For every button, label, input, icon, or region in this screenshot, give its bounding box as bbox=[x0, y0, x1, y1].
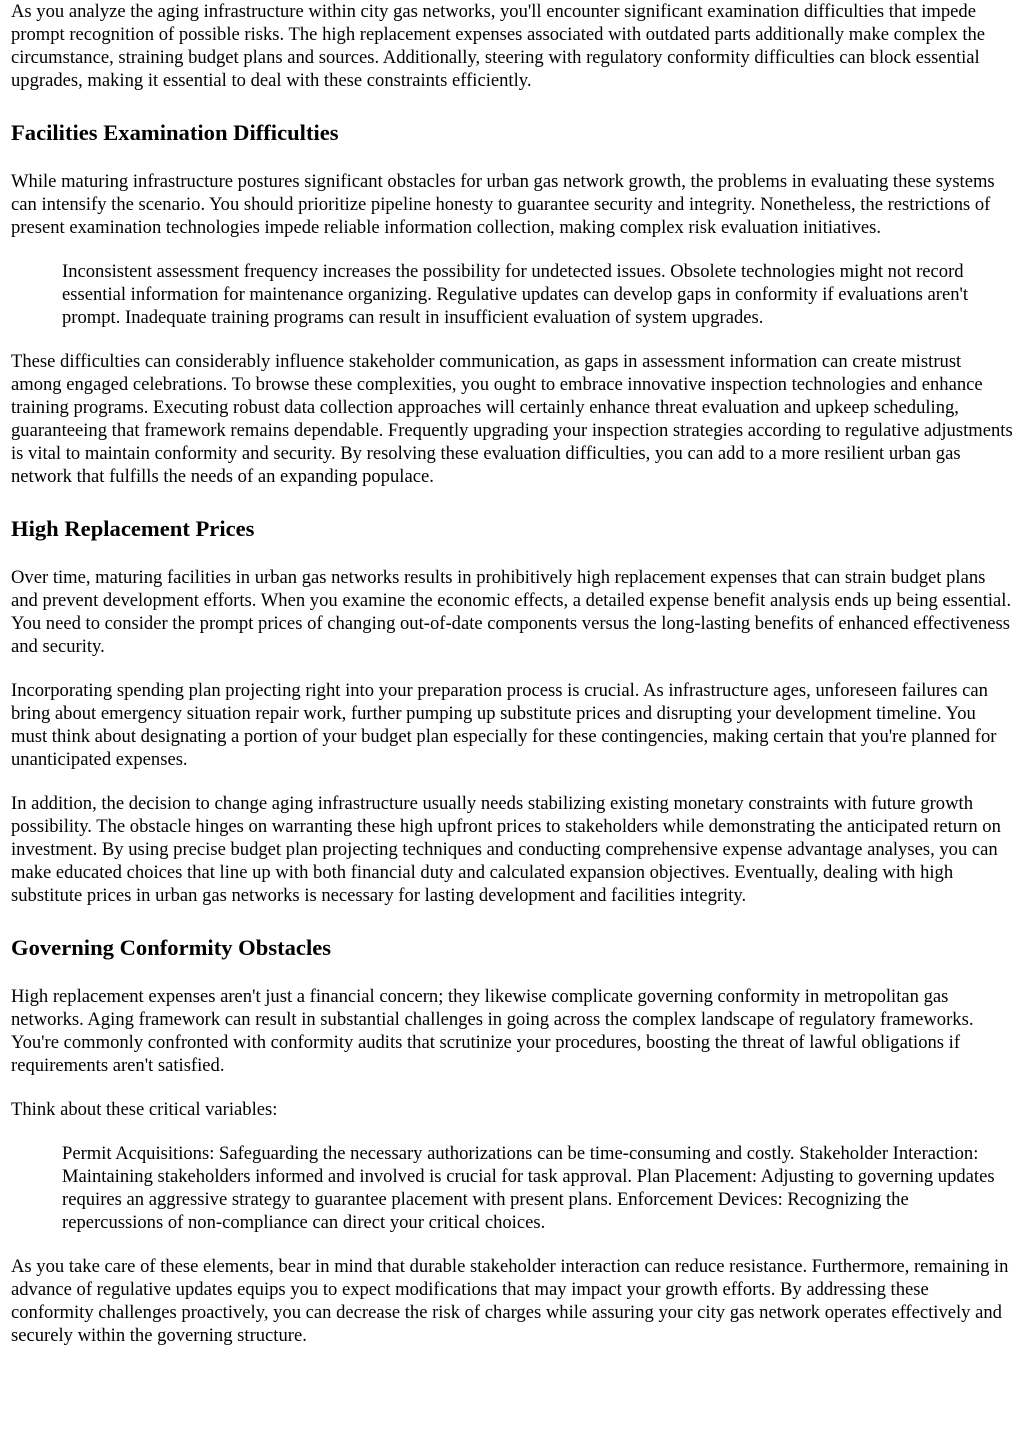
paragraph: High replacement expenses aren't just a financial concern; they likewise complicate governing conformity in metropolitan gas networks. Aging framework can result in substantial challenges in going across the complex landscape of regulatory frameworks. You're commonly confronted with conformity audits that scrutinize your procedures, boosting the threat of lawful obligations if requirements aren't satisfied. bbox=[11, 986, 974, 1076]
paragraph: Think about these critical variables: bbox=[11, 1099, 278, 1120]
paragraph: These difficulties can considerably influence stakeholder communication, as gaps in assessment information can create mistrust among engaged celebrations. To browse these complexities, you ought to embrace innovative inspection technologies and enhance training programs. Executing robust data collection approaches will certainly enhance threat evaluation and upkeep scheduling, guaranteeing that framework remains dependable. Frequently upgrading your inspection strategies according to regulative adjustments is vital to maintain conformity and security. By resolving these evaluation difficulties, you can add to a more resilient urban gas network that fulfills the needs of an expanding populace. bbox=[11, 351, 1013, 487]
paragraph: As you take care of these elements, bear in mind that durable stakeholder interaction can reduce resistance. Furthermore, remaining in advance of regulative updates equips you to expect modifications that may impact your growth efforts. By addressing these conformity challenges proactively, you can decrease the risk of charges while assuring your city gas network operates effectively and securely within the governing structure. bbox=[11, 1256, 1009, 1346]
blockquote: Permit Acquisitions: Safeguarding the necessary authorizations can be time-consuming and costly. Stakeholder Interaction: Maintaining stakeholders informed and involved is crucial for task approval. Plan Placement: Adjusting to governing updates requires an aggressive strategy to guarantee placement with present plans. Enforcement Devices: Recognizing the repercussions of non-compliance can direct your critical choices. bbox=[62, 1143, 995, 1233]
section-heading-compliance: Governing Conformity Obstacles bbox=[11, 935, 332, 960]
section-heading-inspection: Facilities Examination Difficulties bbox=[11, 120, 339, 145]
paragraph: Over time, maturing facilities in urban gas networks results in prohibitively high replacement expenses that can strain budget plans and prevent development efforts. When you examine the economic effects, a detailed expense benefit analysis ends up being essential. You need to consider the prompt prices of changing out-of-date components versus the long-lasting benefits of enhanced effectiveness and security. bbox=[11, 567, 1012, 657]
blockquote: Inconsistent assessment frequency increases the possibility for undetected issues. Obsolete technologies might not record essential information for maintenance organizing. Regulative updates can develop gaps in conformity if evaluations aren't prompt. Inadequate training programs can result in insufficient evaluation of system upgrades. bbox=[62, 261, 969, 328]
paragraph: Incorporating spending plan projecting right into your preparation process is crucial. As infrastructure ages, unforeseen failures can bring about emergency situation repair work, further pumping up substitute prices and disrupting your development timeline. You must think about designating a portion of your budget plan especially for these contingencies, making certain that you're planned for unanticipated expenses. bbox=[11, 680, 997, 770]
section-heading-replacement: High Replacement Prices bbox=[11, 516, 255, 541]
paragraph: While maturing infrastructure postures significant obstacles for urban gas network growth, the problems in evaluating these systems can intensify the scenario. You should prioritize pipeline honesty to guarantee security and integrity. Nonetheless, the restrictions of present examination technologies impede reliable information collection, making complex risk evaluation initiatives. bbox=[11, 171, 995, 238]
paragraph: In addition, the decision to change aging infrastructure usually needs stabilizing existing monetary constraints with future growth possibility. The obstacle hinges on warranting these high upfront prices to stakeholders while demonstrating the anticipated return on investment. By using precise budget plan projecting techniques and conducting comprehensive expense advantage analyses, you can make educated choices that line up with both financial duty and calculated expansion objectives. Eventually, dealing with high substitute prices in urban gas networks is necessary for lasting development and facilities integrity. bbox=[11, 793, 1001, 906]
intro-paragraph: As you analyze the aging infrastructure within city gas networks, you'll encounter significant examination difficulties that impede prompt recognition of possible risks. The high replacement expenses associated with outdated parts additionally make complex the circumstance, straining budget plans and sources. Additionally, steering with regulatory conformity difficulties can block essential upgrades, making it essential to deal with these constraints efficiently. bbox=[11, 1, 986, 91]
